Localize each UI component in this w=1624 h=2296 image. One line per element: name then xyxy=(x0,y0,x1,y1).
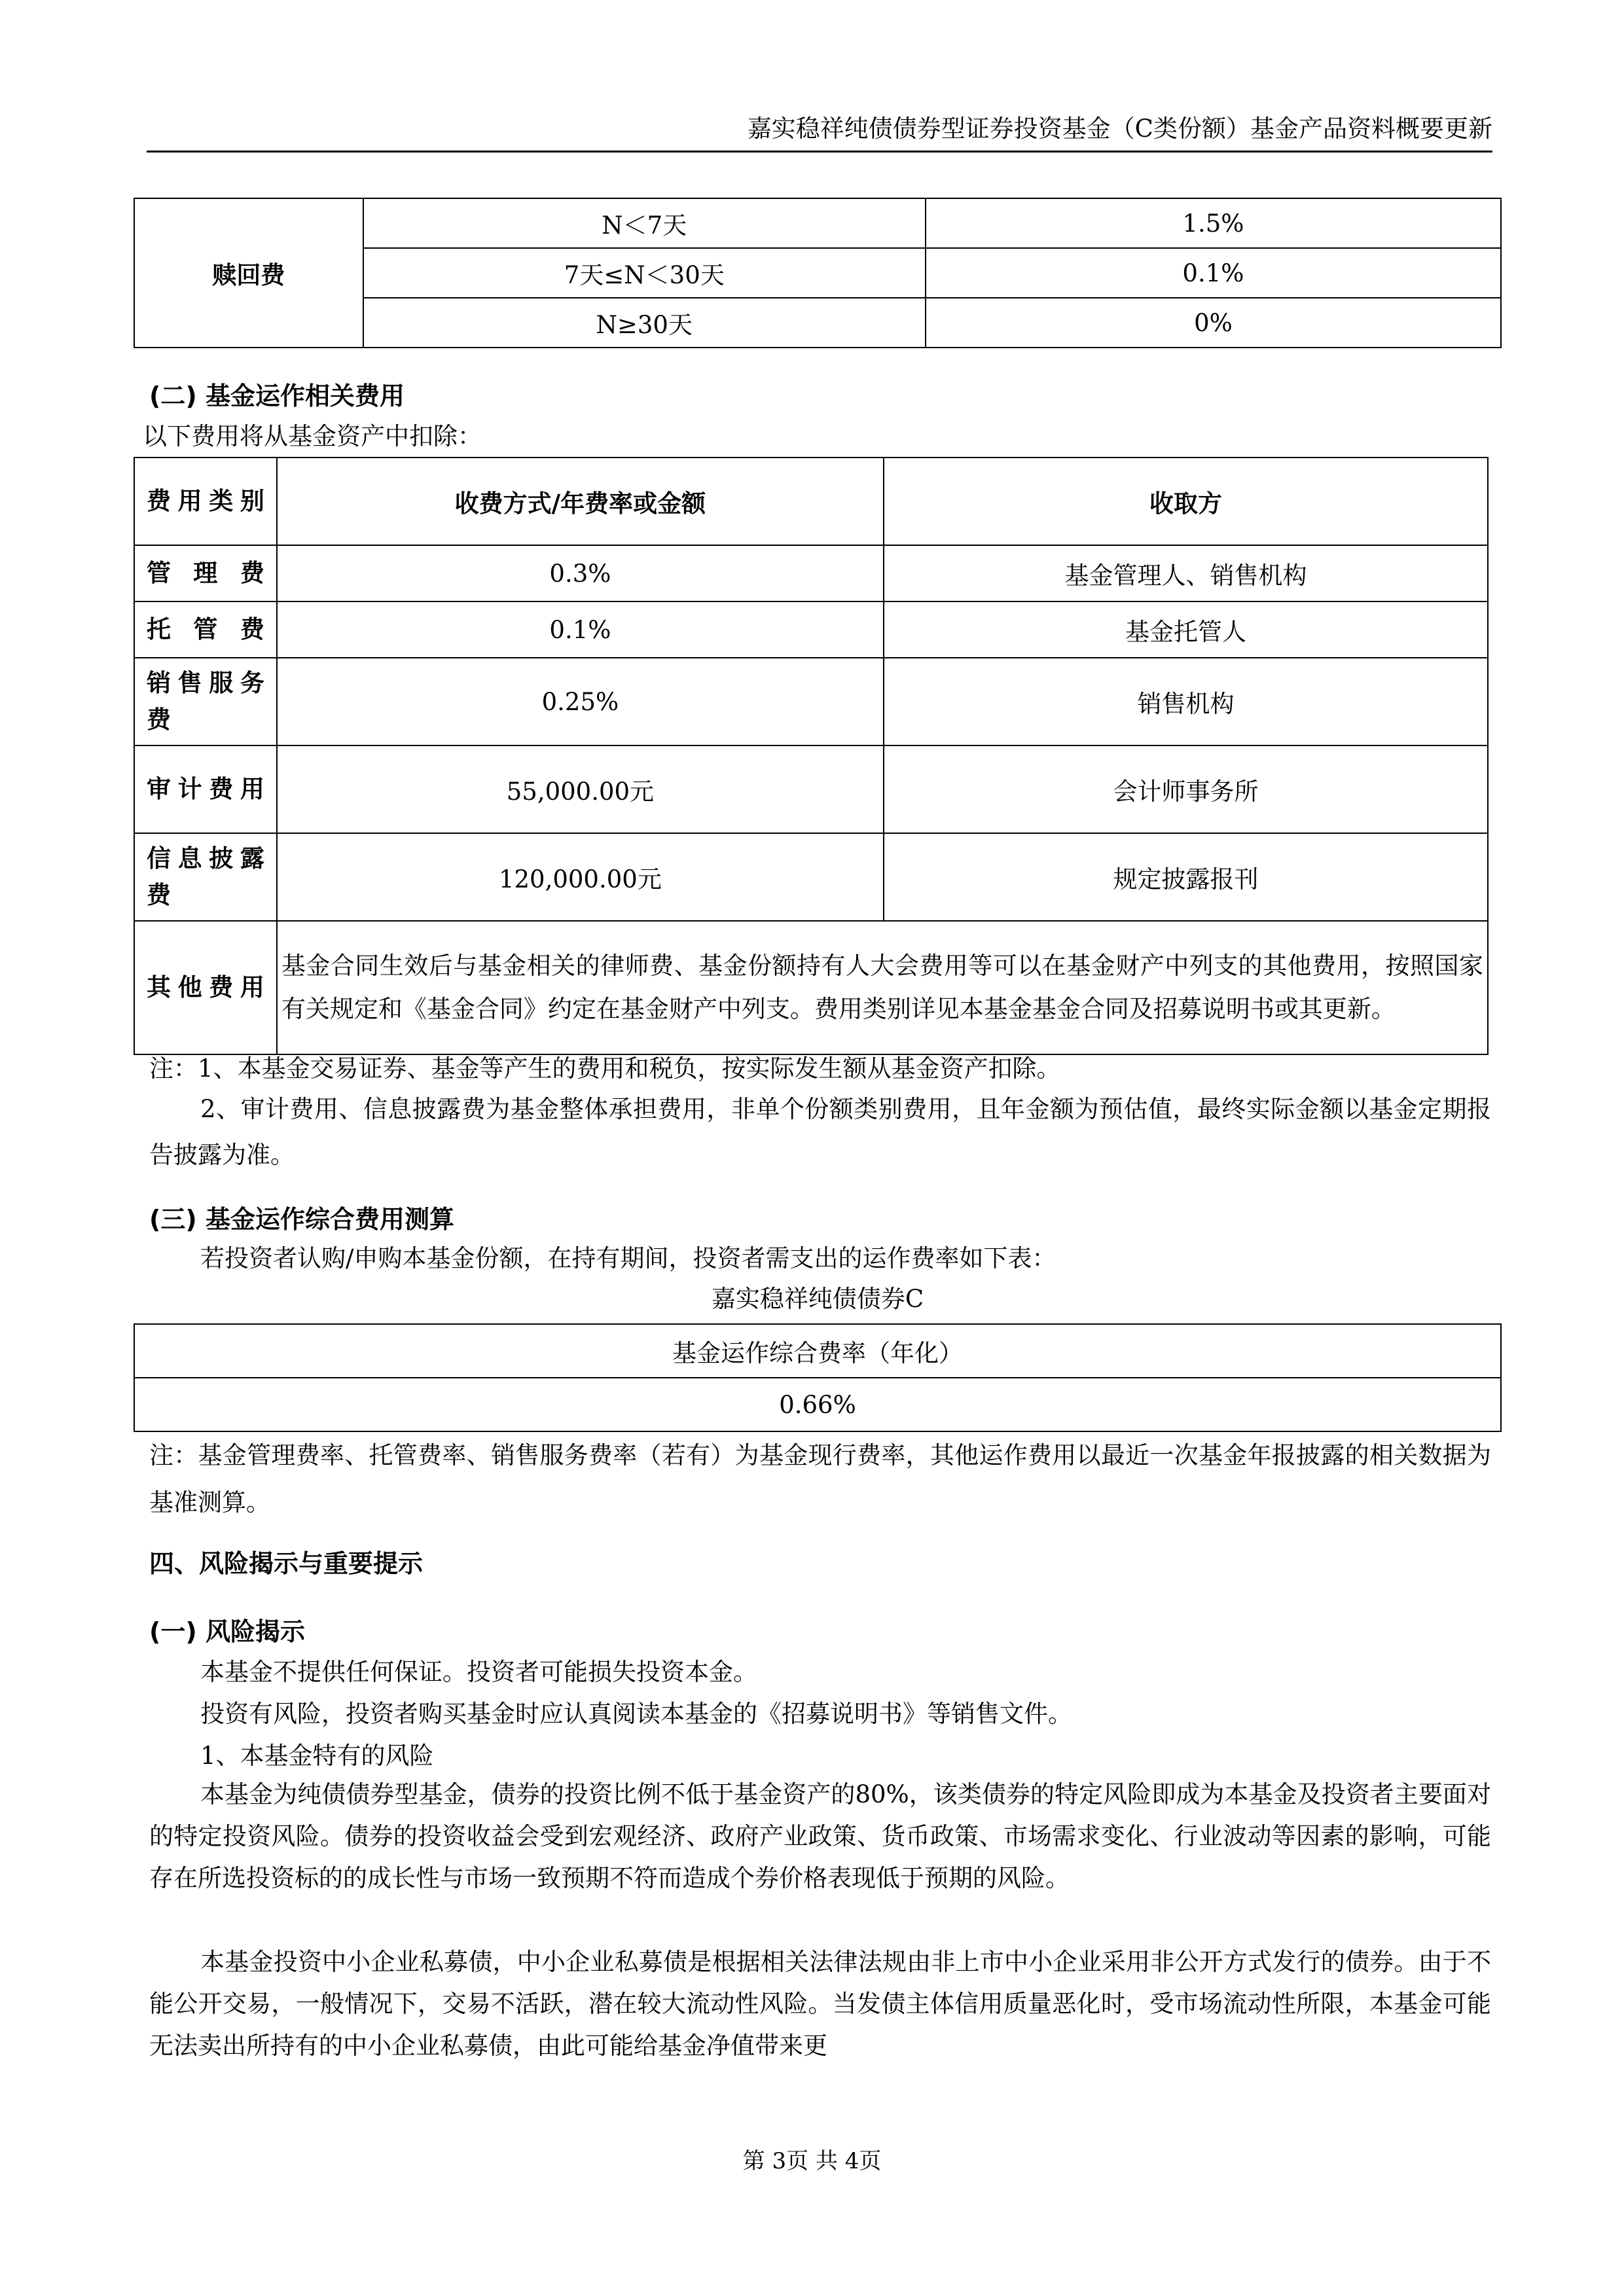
section3-intro: 若投资者认购/申购本基金份额，在持有期间，投资者需支出的运作费率如下表： xyxy=(200,1244,1056,1272)
operating-fee-table xyxy=(134,457,1489,1055)
fee-amount: 0.3% xyxy=(277,545,884,601)
section3-table-caption: 嘉实稳祥纯债债券C xyxy=(711,1285,924,1313)
fee-amount: 0.1% xyxy=(277,601,884,658)
table-row xyxy=(134,921,1488,1054)
header-divider xyxy=(147,151,1492,152)
fee-payee: 销售机构 xyxy=(884,658,1488,745)
fee-type: 审计费用 xyxy=(134,745,277,833)
table-row xyxy=(134,601,1488,658)
section2-note-2: 2、审计费用、信息披露费为基金整体承担费用，非单个份额类别费用，且年金额为预估值，最终实际金额以基金定期报告披露为准。 xyxy=(149,1095,1491,1169)
table-row xyxy=(134,545,1488,601)
redemption-period: N≥30天 xyxy=(363,298,926,348)
risk-paragraph: 本基金投资中小企业私募债，中小企业私募债是根据相关法律法规由非上市中小企业采用非公开方式发行的债券。由于不能公开交易，一般情况下，交易不活跃，潜在较大流动性风险。当发债主体信用质量恶化时，受市场流动性所限，本基金可能无法卖出所持有的中小企业私募债，由此可能给基金净值带来更 xyxy=(149,1948,1491,2060)
section3-title: (三) 基金运作综合费用测算 xyxy=(149,1205,454,1234)
redemption-rate: 1.5% xyxy=(926,198,1501,248)
redemption-rate: 0.1% xyxy=(926,248,1501,298)
risk-paragraph: 本基金不提供任何保证。投资者可能损失投资本金。 xyxy=(200,1658,757,1686)
fee-amount: 0.25% xyxy=(277,658,884,745)
comprehensive-fee-table xyxy=(134,1323,1502,1432)
fee-amount: 55,000.00元 xyxy=(277,745,884,833)
table-row xyxy=(134,745,1488,833)
col-header-amount: 收费方式/年费率或金额 xyxy=(277,457,884,545)
table-row xyxy=(134,833,1488,921)
section4-title: 四、风险揭示与重要提示 xyxy=(149,1549,424,1578)
risk-paragraph: 本基金为纯债债券型基金，债券的投资比例不低于基金资产的80%，该类债券的特定风险即成为本基金及投资者主要面对的特定投资风险。债券的投资收益会受到宏观经济、政府产业政策、货币政策、市场需求变化、行业波动等因素的影响，可能存在所选投资标的的成长性与市场一致预期不符而造成个券价格表现低于预期的风险。 xyxy=(149,1780,1491,1892)
redemption-fee-label: 赎回费 xyxy=(134,198,363,348)
table-row xyxy=(134,658,1488,745)
fee-amount: 120,000.00元 xyxy=(277,833,884,921)
fee-type: 销售服务费 xyxy=(134,658,277,745)
redemption-period: 7天≤N＜30天 xyxy=(363,248,926,298)
risk-disclosure-title: (一) 风险揭示 xyxy=(149,1617,305,1646)
risk-paragraph: 1、本基金特有的风险 xyxy=(200,1742,434,1770)
section2-title: (二) 基金运作相关费用 xyxy=(149,382,405,410)
fee-payee: 会计师事务所 xyxy=(884,745,1488,833)
redemption-rate: 0% xyxy=(926,298,1501,348)
col-header-fee-type: 费用类别 xyxy=(134,457,277,545)
fee-payee: 规定披露报刊 xyxy=(884,833,1488,921)
redemption-period: N＜7天 xyxy=(363,198,926,248)
comprehensive-fee-value: 0.66% xyxy=(134,1378,1501,1431)
section2-note-1: 注：1、本基金交易证券、基金等产生的费用和税负，按实际发生额从基金资产扣除。 xyxy=(149,1054,1061,1083)
col-header-payee: 收取方 xyxy=(884,457,1488,545)
section2-intro: 以下费用将从基金资产中扣除： xyxy=(143,422,482,450)
fee-type: 管理费 xyxy=(134,545,277,601)
other-fees-description: 基金合同生效后与基金相关的律师费、基金份额持有人大会费用等可以在基金财产中列支的其他费用，按照国家有关规定和《基金合同》约定在基金财产中列支。费用类别详见本基金基金合同及招募说明书或其更新。 xyxy=(277,921,1488,1054)
fee-payee: 基金托管人 xyxy=(884,601,1488,658)
section3-note: 注：基金管理费率、托管费率、销售服务费率（若有）为基金现行费率，其他运作费用以最近一次基金年报披露的相关数据为基准测算。 xyxy=(149,1441,1491,1516)
fee-type: 其他费用 xyxy=(134,921,277,1054)
fee-type: 信息披露费 xyxy=(134,833,277,921)
redemption-fee-table xyxy=(134,198,1502,348)
comprehensive-fee-header: 基金运作综合费率（年化） xyxy=(134,1324,1501,1378)
fee-payee: 基金管理人、销售机构 xyxy=(884,545,1488,601)
risk-paragraph: 投资有风险，投资者购买基金时应认真阅读本基金的《招募说明书》等销售文件。 xyxy=(200,1700,1072,1728)
page-header-title: 嘉实稳祥纯债债券型证券投资基金（C类份额）基金产品资料概要更新 xyxy=(747,115,1492,143)
fee-type: 托管费 xyxy=(134,601,277,658)
page-number: 第 3页 共 4页 xyxy=(742,2148,882,2174)
